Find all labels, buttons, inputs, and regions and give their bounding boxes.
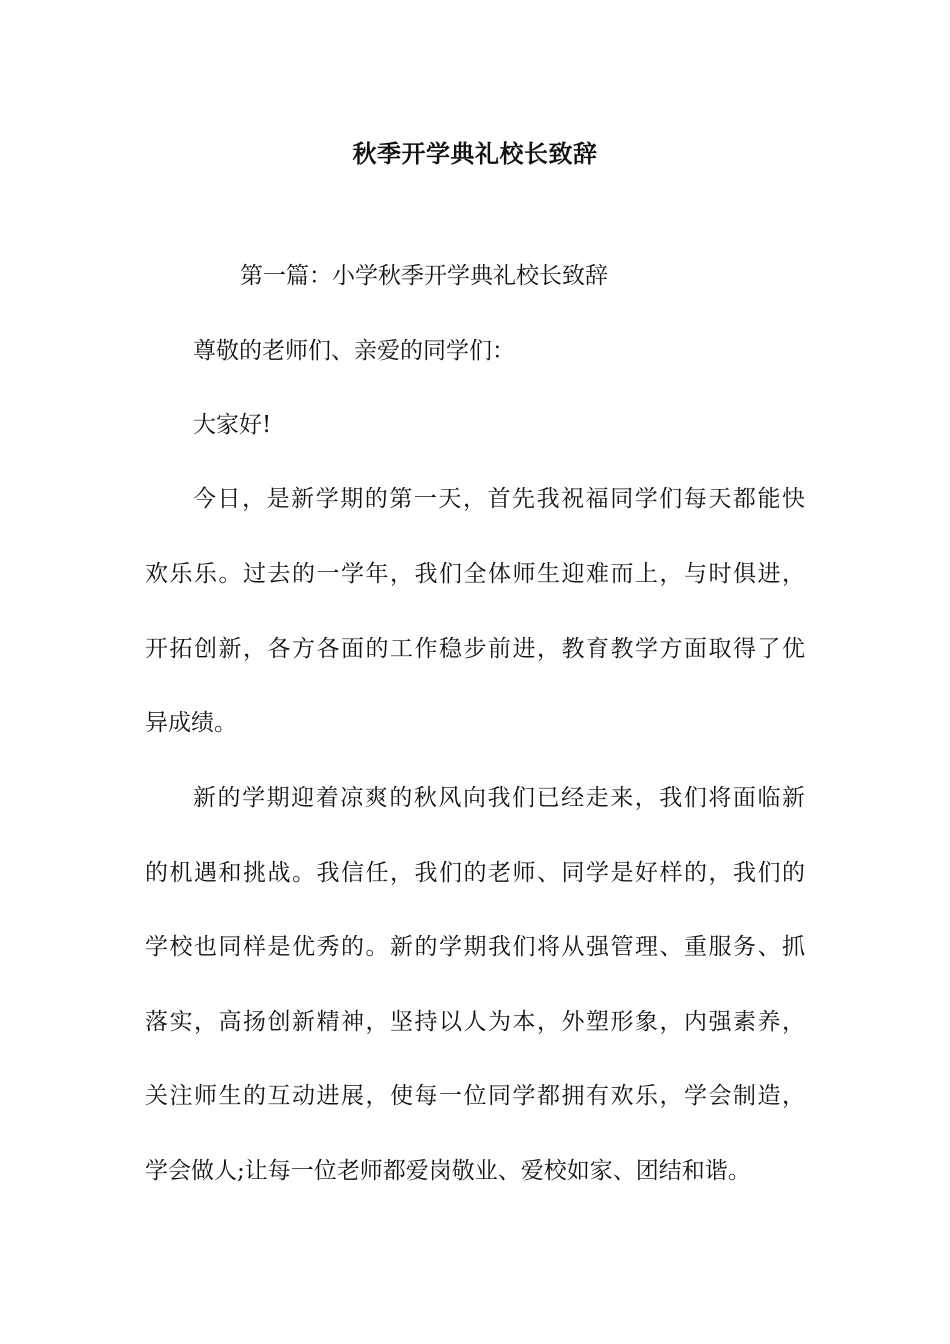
paragraph-line: 关注师生的互动进展，使每一位同学都拥有欢乐，学会制造， bbox=[145, 1083, 805, 1109]
paragraph-line: 落实，高扬创新精神，坚持以人为本，外塑形象，内强素养， bbox=[145, 1009, 805, 1035]
paragraph-line: 欢乐乐。过去的一学年，我们全体师生迎难而上，与时俱进， bbox=[145, 561, 805, 587]
section-heading: 第一篇：小学秋季开学典礼校长致辞 bbox=[240, 263, 608, 289]
paragraph-line: 的机遇和挑战。我信任，我们的老师、同学是好样的，我们的 bbox=[145, 860, 805, 886]
paragraph-line: 开拓创新，各方各面的工作稳步前进，教育教学方面取得了优 bbox=[145, 636, 805, 662]
paragraph-line: 学会做人;让每一位老师都爱岗敬业、爱校如家、团结和谐。 bbox=[145, 1158, 751, 1184]
salutation: 尊敬的老师们、亲爱的同学们： bbox=[193, 338, 515, 364]
paragraph-line: 学校也同样是优秀的。新的学期我们将从强管理、重服务、抓 bbox=[145, 934, 805, 960]
greeting: 大家好! bbox=[193, 412, 272, 438]
document-title: 秋季开学典礼校长致辞 bbox=[352, 139, 598, 168]
paragraph-line: 异成绩。 bbox=[145, 710, 237, 736]
paragraph-line: 今日，是新学期的第一天，首先我祝福同学们每天都能快 bbox=[193, 486, 805, 512]
paragraph-line: 新的学期迎着凉爽的秋风向我们已经走来，我们将面临新 bbox=[193, 785, 805, 811]
